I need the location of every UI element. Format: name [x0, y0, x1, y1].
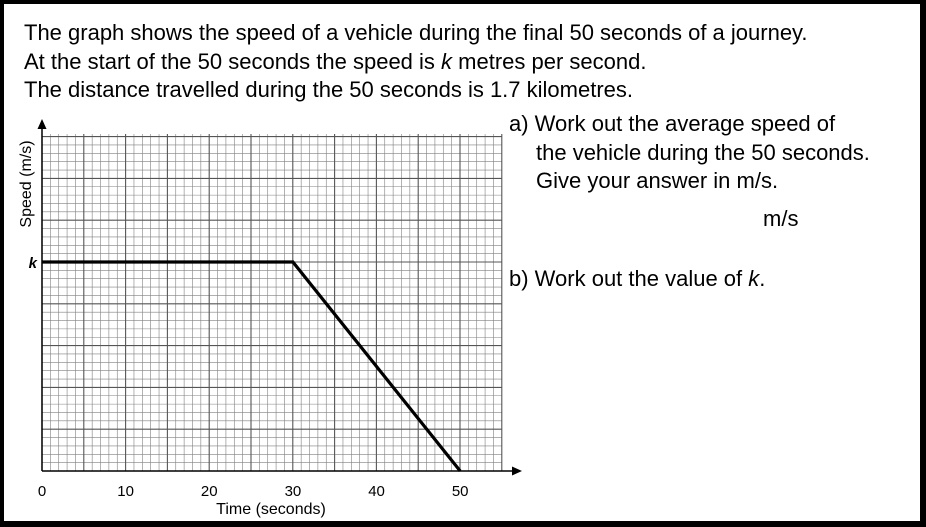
question-a-line-2: the vehicle during the 50 seconds. [536, 139, 870, 165]
grid-major [42, 134, 502, 471]
question-a-line-3: Give your answer in m/s. [536, 168, 779, 193]
grid-minor [42, 134, 502, 471]
variable-k: k [748, 266, 760, 291]
x-tick-label: 50 [451, 483, 469, 500]
variable-k: k [441, 48, 453, 74]
x-axis-arrow-icon [512, 467, 522, 476]
intro-line-1: The graph shows the speed of a vehicle during the final 50 seconds of a journey. [24, 20, 808, 45]
x-axis-label: Time (seconds) [216, 501, 326, 518]
tick-labels [38, 483, 469, 500]
x-tick-label: 30 [284, 483, 302, 500]
x-tick-label: 0 [37, 483, 47, 500]
intro-line-2: At the start of the 50 seconds the speed is k metres per second. [24, 48, 647, 74]
axes [38, 119, 523, 476]
x-tick-label: 20 [200, 483, 218, 500]
y-axis-label: Speed (m/s) [18, 140, 35, 228]
x-tick-label: 40 [368, 483, 385, 500]
x-tick-label: 10 [117, 483, 134, 500]
intro-line-3: The distance travelled during the 50 seconds is 1.7 kilometres. [24, 77, 633, 102]
answer-unit-label: m/s [763, 206, 799, 231]
question-b: b) Work out the value of k. [509, 266, 766, 291]
y-axis-arrow-icon [38, 119, 47, 129]
y-tick-label-k: k [28, 255, 37, 272]
question-a-line-1: a) Work out the average speed of [509, 111, 836, 136]
